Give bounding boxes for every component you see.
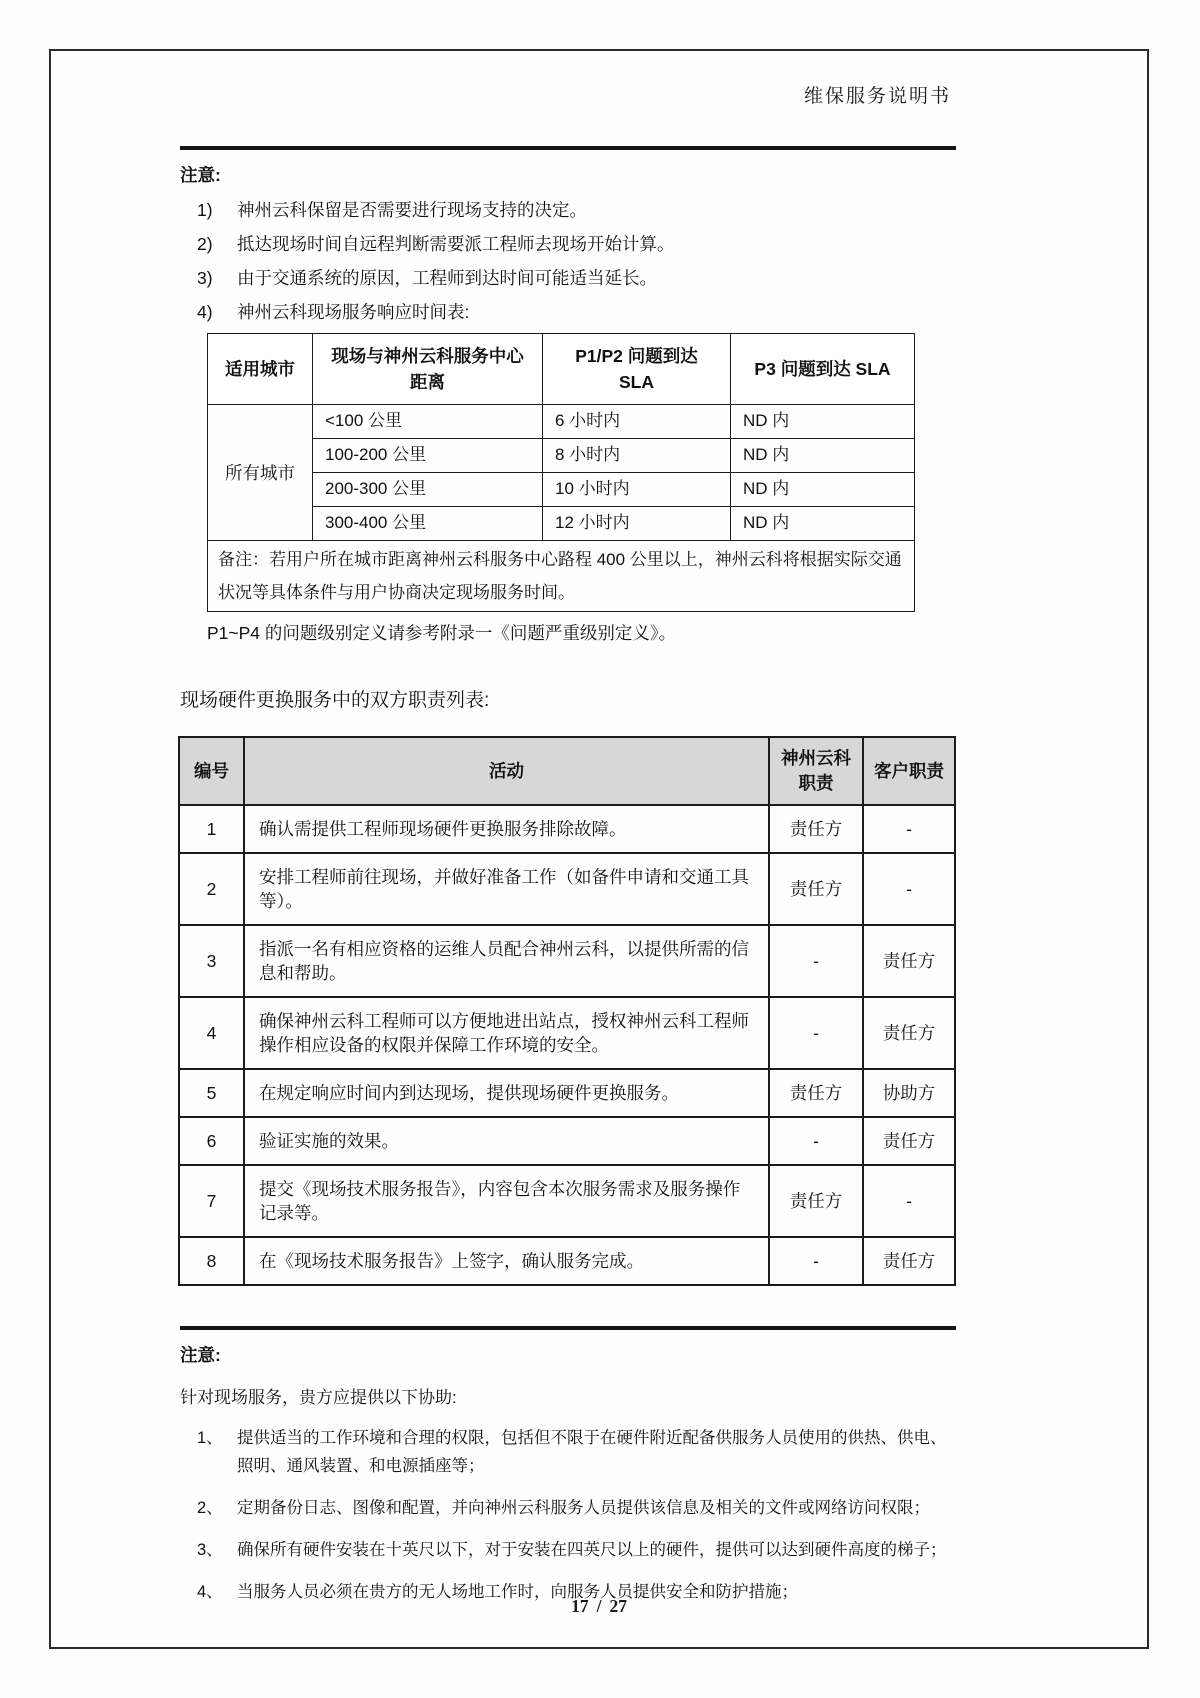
- sla-cell-city-group: 所有城市: [208, 405, 313, 541]
- notice1-list: [180, 197, 956, 325]
- sla-header-city: [208, 334, 313, 405]
- resp-header-no: [179, 737, 244, 805]
- resp-cell-no: 2: [179, 853, 244, 925]
- sla-note-row: [208, 541, 915, 612]
- notice2-label: 注意:: [180, 1345, 221, 1365]
- resp-cell-vendor: 责任方: [769, 853, 863, 925]
- header-line: 职责: [798, 773, 834, 793]
- resp-cell-vendor: -: [769, 997, 863, 1069]
- resp-cell-activity: 指派一名有相应资格的运维人员配合神州云科，以提供所需的信息和帮助。: [244, 925, 769, 997]
- item-number: 1): [197, 200, 213, 220]
- resp-cell-no: 3: [179, 925, 244, 997]
- resp-row: [179, 1165, 955, 1237]
- sla-header-p3: [731, 334, 915, 405]
- resp-cell-vendor: -: [769, 1117, 863, 1165]
- header-line: P1/P2 问题到达: [575, 346, 698, 366]
- resp-header-vendor: [769, 737, 863, 805]
- sla-postscript: P1~P4 的问题级别定义请参考附录一《问题严重级别定义》。: [207, 623, 677, 643]
- resp-row: [179, 1237, 955, 1285]
- resp-row: [179, 1069, 955, 1117]
- responsibility-heading: 现场硬件更换服务中的双方职责列表:: [180, 690, 490, 711]
- item-number: 3、: [197, 1541, 223, 1559]
- item-number: 4、: [197, 1583, 223, 1601]
- sla-cell-p3: ND 内: [731, 405, 915, 439]
- notice2-item: [180, 1424, 956, 1480]
- notice1-item: [180, 231, 956, 257]
- sla-header-p1p2: [543, 334, 731, 405]
- resp-cell-customer: 协助方: [863, 1069, 955, 1117]
- item-text: 提供适当的工作环境和合理的权限，包括但不限于在硬件附近配备供服务人员使用的供热、供电、照明、通风装置、和电源插座等；: [237, 1429, 947, 1475]
- item-text: 由于交通系统的原因，工程师到达时间可能适当延长。: [237, 268, 657, 288]
- resp-cell-customer: 责任方: [863, 925, 955, 997]
- sla-cell-distance: 200-300 公里: [313, 473, 543, 507]
- sla-cell-p3: ND 内: [731, 439, 915, 473]
- item-text: 确保所有硬件安装在十英尺以下，对于安装在四英尺以上的硬件，提供可以达到硬件高度的梯子；: [237, 1541, 947, 1559]
- sla-cell-distance: <100 公里: [313, 405, 543, 439]
- header-line: 神州云科: [781, 748, 851, 768]
- item-number: 3): [197, 268, 213, 288]
- sla-note-cell: 备注：若用户所在城市距离神州云科服务中心路程 400 公里以上，神州云科将根据实际交通状况等具体条件与用户协商决定现场服务时间。: [208, 541, 915, 612]
- header-line: P3 问题到达 SLA: [754, 359, 891, 379]
- page-footer: [51, 1596, 1147, 1617]
- item-number: 1、: [197, 1429, 223, 1447]
- sla-row: [208, 507, 915, 541]
- notice1-item: [180, 299, 956, 325]
- sla-row: [208, 439, 915, 473]
- resp-cell-no: 1: [179, 805, 244, 853]
- sla-cell-p1p2: 6 小时内: [543, 405, 731, 439]
- header-line: 客户职责: [874, 760, 944, 781]
- footer-total-pages: 27: [609, 1596, 627, 1616]
- sla-cell-p1p2: 10 小时内: [543, 473, 731, 507]
- resp-row: [179, 997, 955, 1069]
- item-text: 定期备份日志、图像和配置，并向神州云科服务人员提供该信息及相关的文件或网络访问权限；: [237, 1499, 930, 1517]
- page-content: [180, 51, 956, 1620]
- notice2-list: [180, 1424, 956, 1606]
- doc-header-title: 维保服务说明书: [803, 86, 951, 107]
- resp-cell-customer: 责任方: [863, 1237, 955, 1285]
- sla-row: [208, 405, 915, 439]
- notice2-item: [180, 1536, 956, 1564]
- header-line: 活动: [489, 760, 524, 781]
- resp-cell-vendor: -: [769, 925, 863, 997]
- footer-separator: /: [596, 1596, 602, 1616]
- item-number: 4): [197, 302, 213, 322]
- footer-current-page: 17: [571, 1596, 589, 1616]
- resp-cell-activity: 提交《现场技术服务报告》，内容包含本次服务需求及服务操作记录等。: [244, 1165, 769, 1237]
- resp-cell-vendor: -: [769, 1237, 863, 1285]
- resp-row: [179, 853, 955, 925]
- resp-header-activity: [244, 737, 769, 805]
- item-text: 神州云科现场服务响应时间表:: [237, 302, 470, 322]
- sla-cell-p3: ND 内: [731, 507, 915, 541]
- responsibility-table: [178, 736, 956, 1286]
- item-text: 神州云科保留是否需要进行现场支持的决定。: [237, 200, 587, 220]
- page-frame: [49, 49, 1149, 1649]
- resp-cell-customer: -: [863, 853, 955, 925]
- resp-header-row: [179, 737, 955, 805]
- sla-response-table: [207, 333, 915, 612]
- resp-cell-customer: 责任方: [863, 1117, 955, 1165]
- resp-cell-no: 5: [179, 1069, 244, 1117]
- resp-cell-activity: 确保神州云科工程师可以方便地进出站点，授权神州云科工程师操作相应设备的权限并保障工作环境的安全。: [244, 997, 769, 1069]
- header-line: 适用城市: [225, 359, 295, 379]
- resp-cell-customer: 责任方: [863, 997, 955, 1069]
- resp-cell-no: 6: [179, 1117, 244, 1165]
- sla-cell-p1p2: 8 小时内: [543, 439, 731, 473]
- section-divider: [180, 1326, 956, 1330]
- resp-cell-no: 7: [179, 1165, 244, 1237]
- sla-header-distance: [313, 334, 543, 405]
- header-line: 现场与神州云科服务中心: [331, 346, 524, 366]
- resp-cell-activity: 安排工程师前往现场，并做好准备工作（如备件申请和交通工具等）。: [244, 853, 769, 925]
- resp-cell-vendor: 责任方: [769, 1069, 863, 1117]
- item-number: 2、: [197, 1499, 223, 1517]
- resp-cell-customer: -: [863, 805, 955, 853]
- sla-cell-distance: 300-400 公里: [313, 507, 543, 541]
- notice1-item: [180, 265, 956, 291]
- resp-cell-activity: 验证实施的效果。: [244, 1117, 769, 1165]
- resp-cell-activity: 在《现场技术服务报告》上签字，确认服务完成。: [244, 1237, 769, 1285]
- header-line: 距离: [410, 372, 445, 392]
- resp-row: [179, 1117, 955, 1165]
- resp-row: [179, 925, 955, 997]
- item-number: 2): [197, 234, 213, 254]
- notice1-label: 注意:: [180, 165, 221, 185]
- resp-cell-no: 8: [179, 1237, 244, 1285]
- resp-cell-vendor: 责任方: [769, 1165, 863, 1237]
- notice2-item: [180, 1494, 956, 1522]
- resp-row: [179, 805, 955, 853]
- resp-cell-activity: 在规定响应时间内到达现场，提供现场硬件更换服务。: [244, 1069, 769, 1117]
- resp-cell-activity: 确认需提供工程师现场硬件更换服务排除故障。: [244, 805, 769, 853]
- sla-row: [208, 473, 915, 507]
- sla-header-row: [208, 334, 915, 405]
- resp-cell-no: 4: [179, 997, 244, 1069]
- resp-cell-vendor: 责任方: [769, 805, 863, 853]
- header-line: SLA: [619, 372, 654, 392]
- resp-cell-customer: -: [863, 1165, 955, 1237]
- notice1-item: [180, 197, 956, 223]
- resp-header-customer: [863, 737, 955, 805]
- item-text: 抵达现场时间自远程判断需要派工程师去现场开始计算。: [237, 234, 675, 254]
- sla-cell-p1p2: 12 小时内: [543, 507, 731, 541]
- header-line: 编号: [194, 760, 229, 781]
- sla-cell-p3: ND 内: [731, 473, 915, 507]
- notice2-intro: 针对现场服务，贵方应提供以下协助:: [180, 1388, 457, 1407]
- header-divider: [180, 146, 956, 150]
- sla-cell-distance: 100-200 公里: [313, 439, 543, 473]
- item-text: 当服务人员必须在贵方的无人场地工作时，向服务人员提供安全和防护措施；: [237, 1583, 798, 1601]
